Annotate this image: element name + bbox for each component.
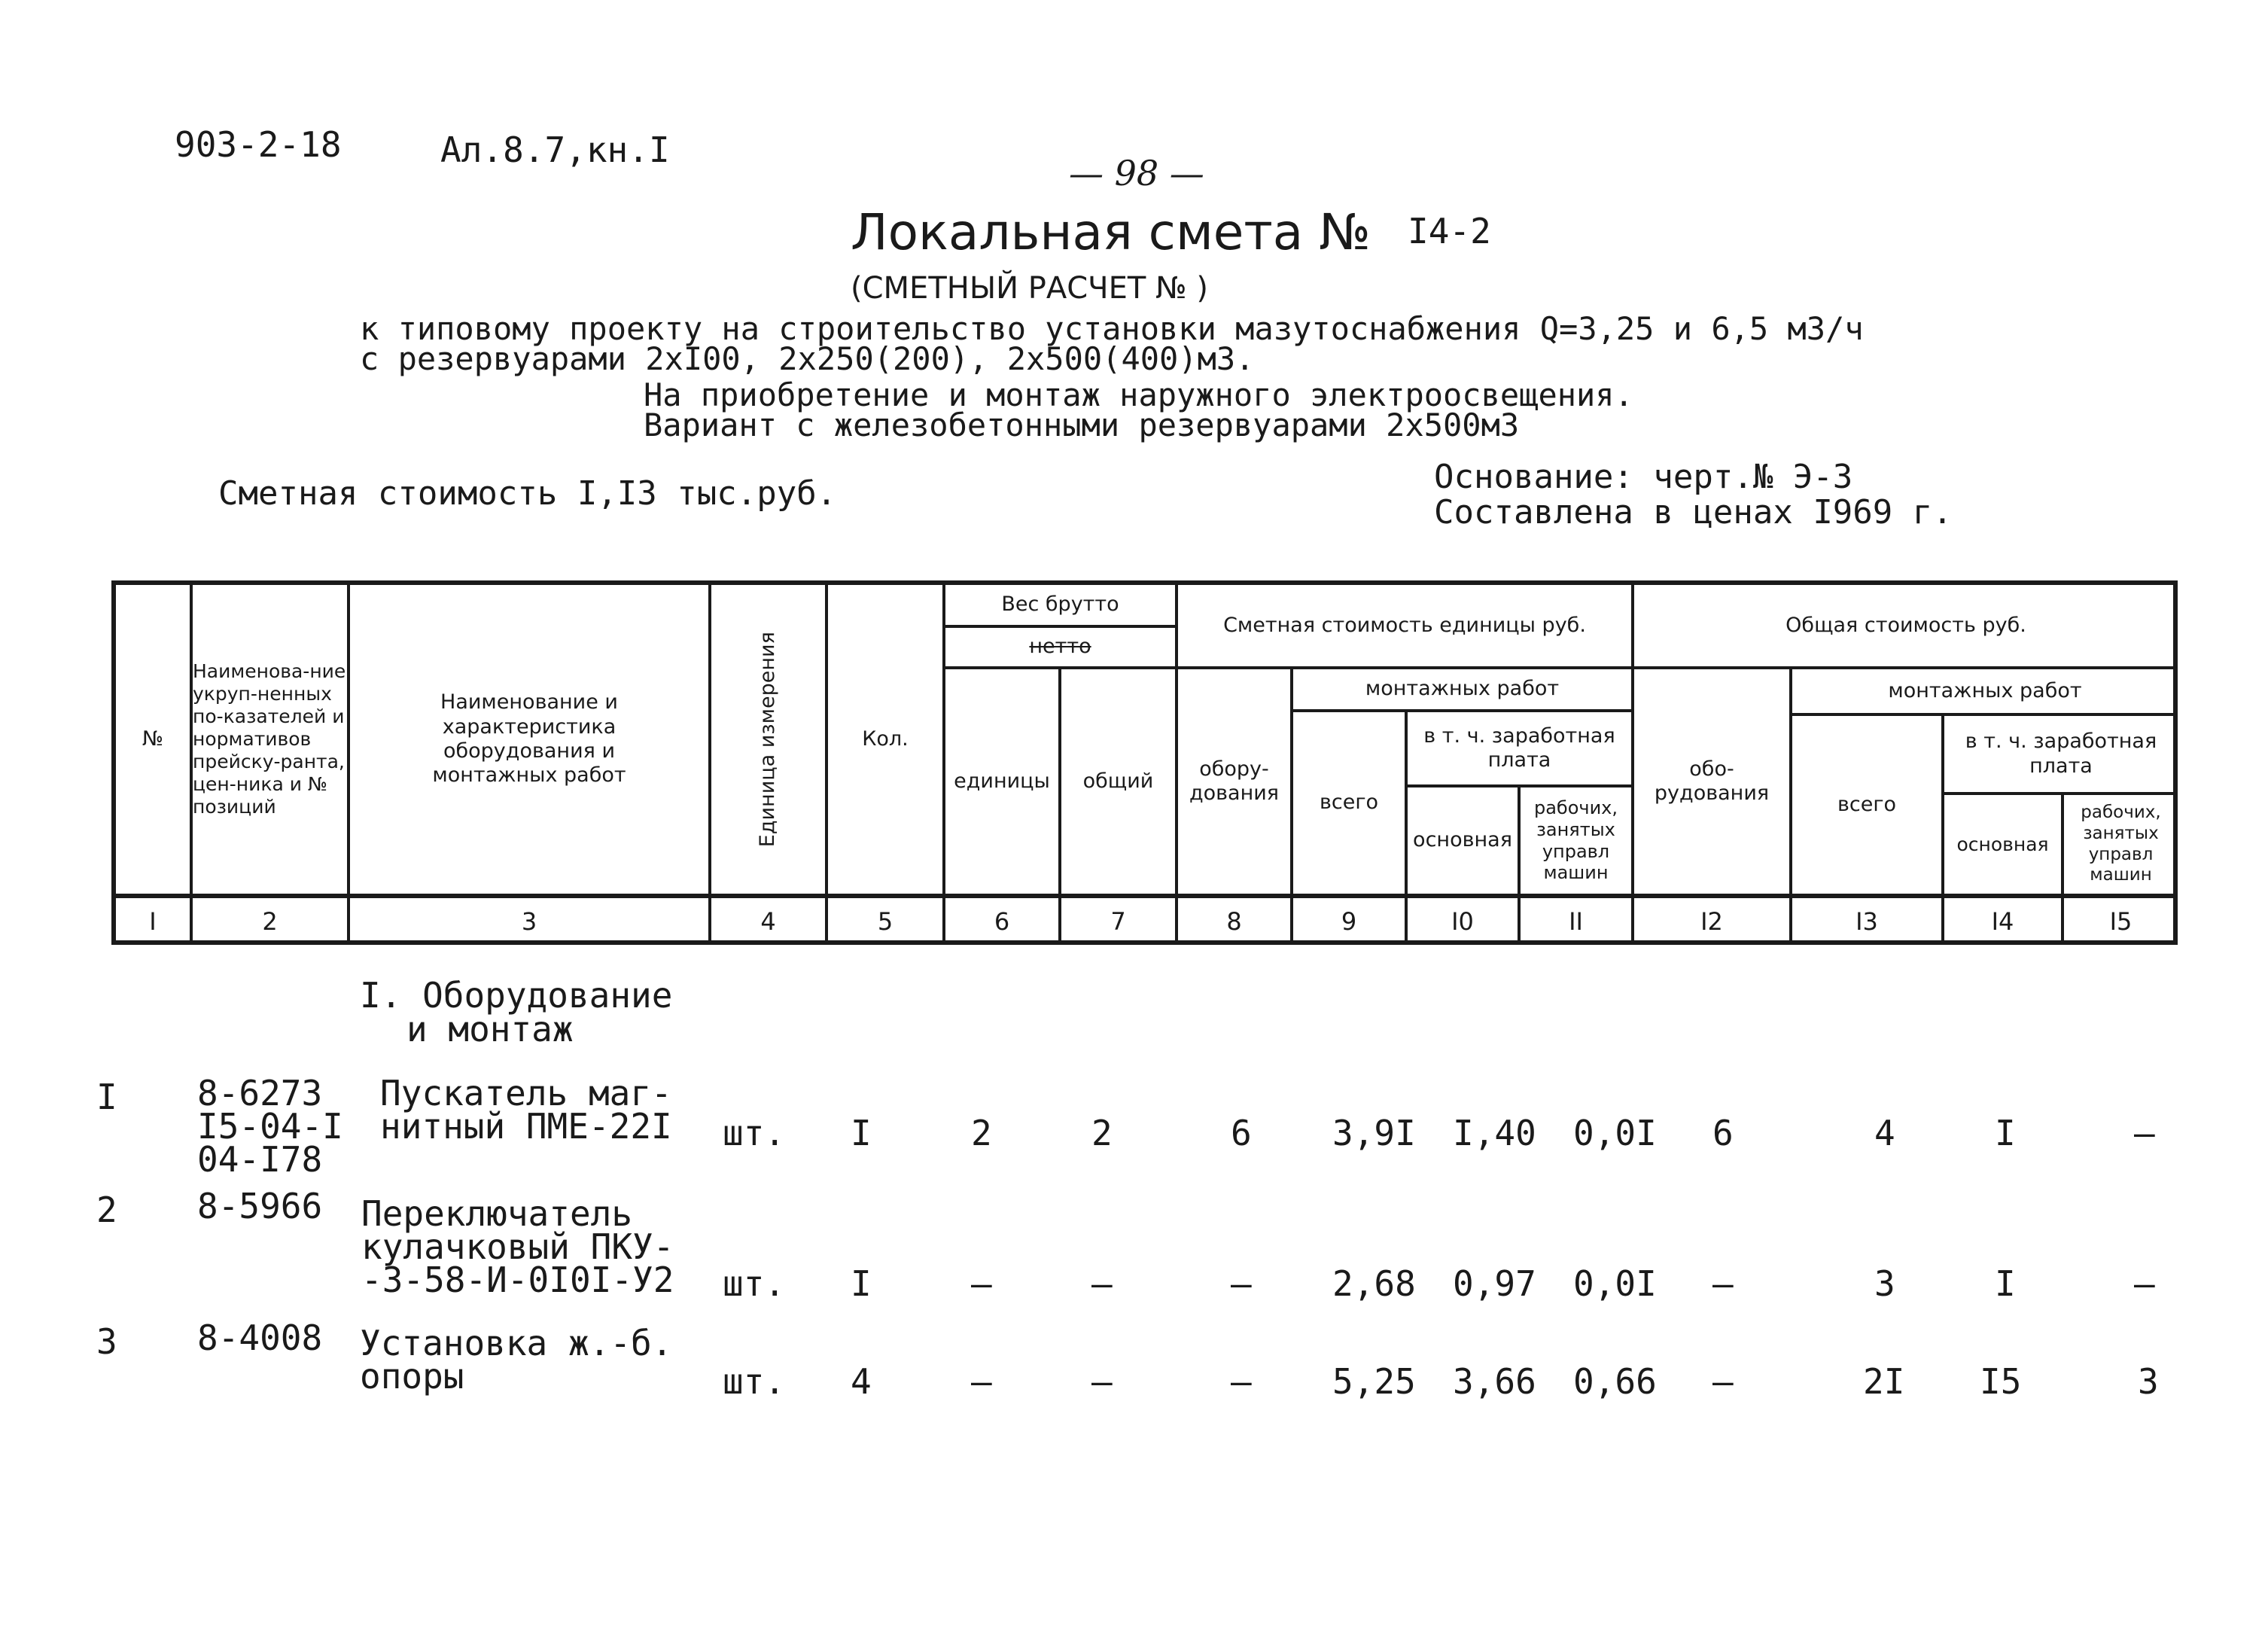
description-line-1: к типовому проекту на строительство установки мазутоснабжения Q=3,25 и 6,5 м3/ч: [360, 310, 1864, 347]
header-total-cost: Общая стоимость руб.: [1785, 613, 2026, 637]
row-norm-code: 8-5966: [197, 1186, 323, 1226]
row-unit-wage-basic: 0,97: [1453, 1263, 1536, 1304]
header-unit-incl-wage: в т. ч. заработная плата: [1423, 723, 1615, 772]
row-item-name: Пускатель маг- нитный ПМЕ-22I: [380, 1073, 672, 1147]
header-total-install: монтажных работ: [1888, 678, 2082, 702]
column-number: 6: [994, 906, 1010, 936]
header-total-wage-basic: основная: [1956, 833, 2049, 855]
header-unit-install-total: всего: [1319, 791, 1379, 815]
column-number: I2: [1700, 906, 1723, 936]
column-number: I5: [2109, 906, 2133, 936]
price-level: Составлена в ценах I969 г.: [1434, 493, 1953, 532]
column-number: 2: [262, 906, 278, 936]
section-subtitle: и монтаж: [406, 1009, 574, 1049]
row-qty: 4: [851, 1361, 872, 1402]
row-total-wage-machine: 3: [2138, 1361, 2159, 1402]
row-unit-equip: 6: [1231, 1113, 1252, 1153]
header-weight-net: нетто: [1029, 635, 1091, 659]
row-total-equip: –: [1712, 1361, 1734, 1402]
row-unit-equip: –: [1231, 1361, 1252, 1402]
row-unit-wage-machine: 0,0I: [1573, 1113, 1657, 1153]
column-number: 7: [1110, 906, 1126, 936]
column-number: I0: [1451, 906, 1474, 936]
row-qty: I: [851, 1263, 872, 1304]
row-total-install: 4: [1874, 1113, 1895, 1153]
row-total-equip: –: [1712, 1263, 1734, 1304]
row-no: 3: [96, 1321, 117, 1362]
column-number: II: [1569, 906, 1583, 936]
row-unit-wage-machine: 0,66: [1573, 1361, 1657, 1402]
row-total-wage-basic: I5: [1980, 1361, 2022, 1402]
row-weight-unit: –: [971, 1263, 992, 1304]
row-unit: шт.: [723, 1263, 786, 1304]
row-weight-total: –: [1091, 1263, 1113, 1304]
header-total-wage-machine: рабочих, занятых управл машин: [2081, 803, 2161, 885]
description-line-4: Вариант с железобетонными резервуарами 2х500м3: [644, 407, 1520, 443]
row-qty: I: [851, 1113, 872, 1153]
basis-drawing: Основание: черт.№ Э-3: [1434, 458, 1853, 496]
row-unit-install-total: 3,9I: [1332, 1113, 1416, 1153]
row-total-wage-basic: I: [1995, 1113, 2016, 1153]
row-unit-wage-machine: 0,0I: [1573, 1263, 1657, 1304]
row-total-install: 3: [1874, 1263, 1895, 1304]
row-weight-total: 2: [1091, 1113, 1113, 1153]
column-number: I3: [1855, 906, 1878, 936]
header-weight-total: общий: [1082, 769, 1154, 793]
header-unit-cost: Сметная стоимость единицы руб.: [1223, 613, 1586, 637]
header-qty: Кол.: [862, 727, 909, 751]
row-unit-install-total: 5,25: [1332, 1361, 1416, 1402]
column-number: I4: [1991, 906, 2014, 936]
row-unit-install-total: 2,68: [1332, 1263, 1416, 1304]
row-weight-unit: –: [971, 1361, 992, 1402]
row-weight-total: –: [1091, 1361, 1113, 1402]
header-no: №: [142, 727, 164, 751]
header-total-equip: обо-рудования: [1654, 757, 1770, 805]
row-total-wage-basic: I: [1995, 1263, 2016, 1304]
row-item-name: Переключатель кулачковый ПКУ- -3-58-И-0I0I-У2: [361, 1193, 674, 1300]
header-unit-equip: обору-дования: [1189, 757, 1280, 805]
description-line-2: с резервуарами 2хI00, 2х250(200), 2х500(400)м3.: [360, 340, 1255, 377]
page-number: — 98 —: [1069, 153, 1204, 193]
header-weight-unit: единицы: [954, 769, 1050, 793]
column-number: 3: [521, 906, 537, 936]
estimate-number: I4-2: [1408, 211, 1491, 251]
row-norm-code: 8-4008: [197, 1318, 323, 1358]
row-unit: шт.: [723, 1113, 786, 1153]
row-item-name: Установка ж.-б. опоры: [360, 1323, 673, 1397]
row-total-equip: 6: [1712, 1113, 1734, 1153]
row-total-wage-machine: –: [2134, 1113, 2155, 1153]
row-total-wage-machine: –: [2134, 1263, 2155, 1304]
column-number: 8: [1226, 906, 1242, 936]
row-no: I: [96, 1077, 117, 1117]
header-total-install-total: всего: [1837, 792, 1897, 816]
header-item-name: Наименование и характеристика оборудования и монтажных работ: [432, 690, 626, 787]
document-code: 903-2-18: [175, 124, 342, 165]
row-norm-code: 8-6273 I5-04-I 04-I78: [197, 1073, 343, 1180]
row-unit-wage-basic: 3,66: [1453, 1361, 1536, 1402]
header-norm-code: Наименова-ние укруп-ненных по-казателей и нормативов прейску-ранта, цен-ника и № позиций: [193, 660, 346, 818]
row-weight-unit: 2: [971, 1113, 992, 1153]
header-table: [111, 580, 2178, 945]
row-no: 2: [96, 1190, 117, 1230]
page-title: Локальная смета №: [851, 203, 1371, 261]
estimated-cost: Сметная стоимость I,I3 тыс.руб.: [218, 474, 837, 513]
row-unit-equip: –: [1231, 1263, 1252, 1304]
row-unit-wage-basic: I,40: [1453, 1113, 1536, 1153]
header-total-incl-wage: в т. ч. заработная плата: [1965, 730, 2157, 778]
column-number: 4: [760, 906, 776, 936]
header-unit-wage-basic: основная: [1413, 828, 1512, 852]
section-title: I. Оборудование: [360, 975, 673, 1016]
header-unit-install: монтажных работ: [1365, 677, 1560, 701]
row-total-install: 2I: [1863, 1361, 1905, 1402]
album-reference: Ал.8.7,кн.I: [440, 129, 670, 170]
column-number: I: [149, 906, 157, 936]
column-number: 5: [877, 906, 894, 936]
page-subtitle: (СМЕТНЫЙ РАСЧЕТ № ): [851, 271, 1208, 306]
column-number: 9: [1341, 906, 1357, 936]
header-weight-gross: Вес брутто: [1001, 593, 1119, 617]
description-line-3: На приобретение и монтаж наружного электроосвещения.: [644, 376, 1633, 413]
header-unit: Единица измерения: [756, 631, 780, 848]
header-unit-wage-machine: рабочих, занятых управл машин: [1533, 797, 1618, 884]
row-unit: шт.: [723, 1361, 786, 1402]
